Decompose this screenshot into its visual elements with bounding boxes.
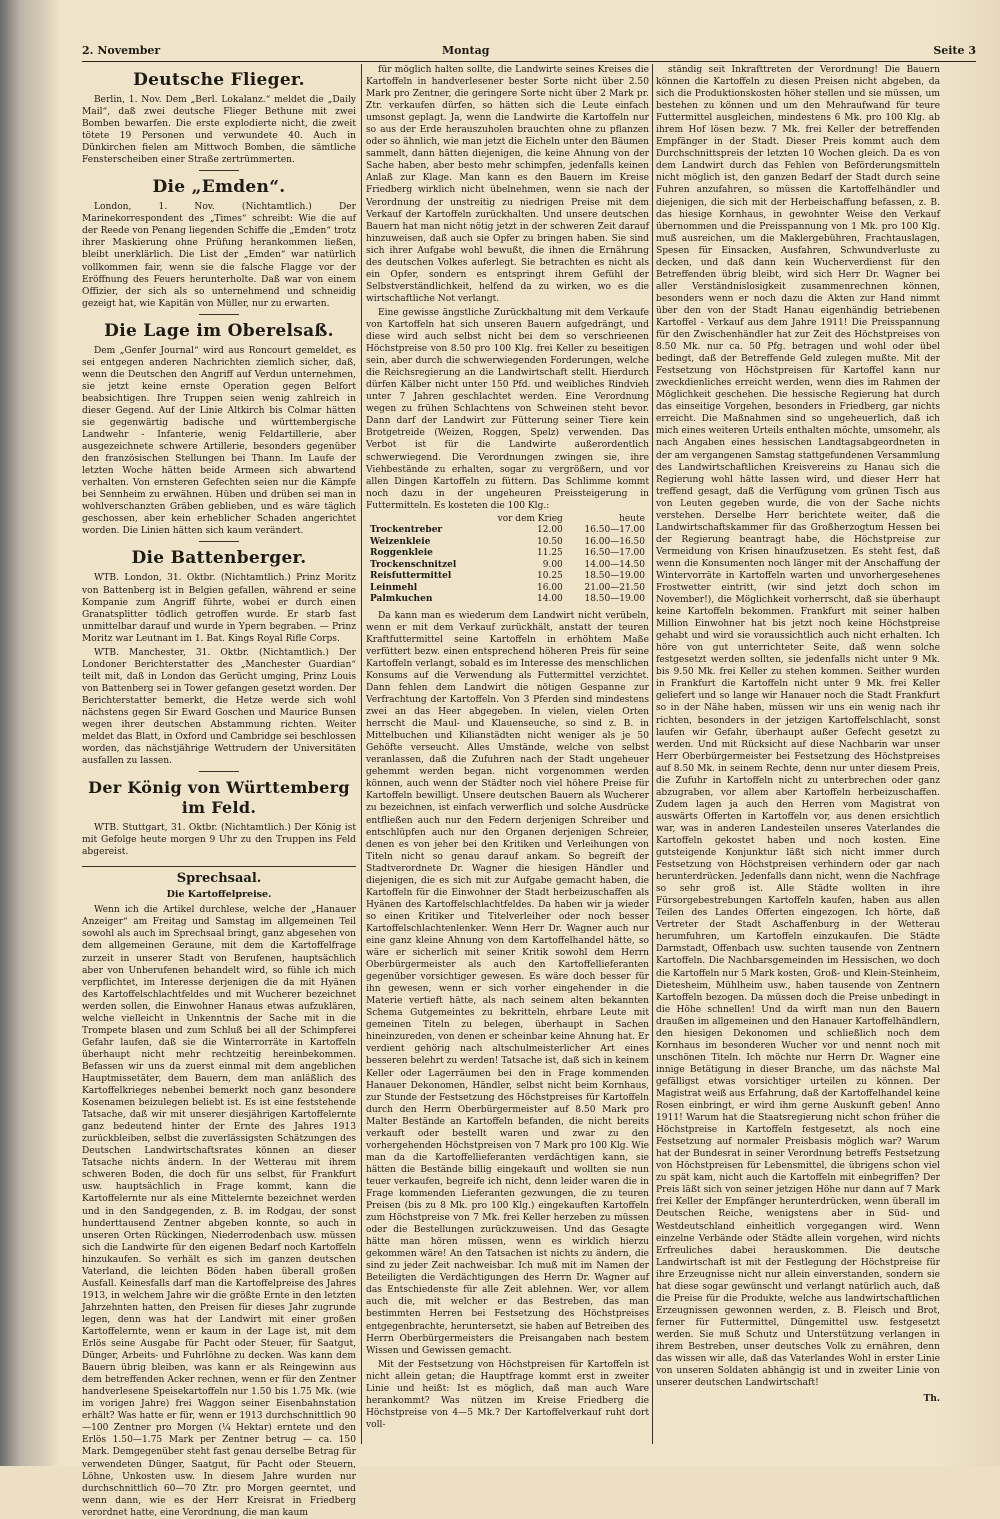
header-rule xyxy=(82,61,976,62)
column-rule xyxy=(652,64,653,1444)
headline-oberelsass: Die Lage im Oberelsaß. xyxy=(104,320,334,341)
author-signoff: Th. xyxy=(923,1393,940,1405)
column-3 xyxy=(656,64,940,1444)
table-header-cell: heute xyxy=(619,513,645,524)
running-head-page: Seite 3 xyxy=(933,44,976,57)
table-cell: 16.00 xyxy=(537,582,563,593)
table-cell: 10.50 xyxy=(537,536,563,547)
table-header-cell xyxy=(366,514,479,526)
table-cell: 12.00 xyxy=(537,525,563,536)
table-cell: Leinmehl xyxy=(370,582,418,593)
table-cell: 10.25 xyxy=(537,571,563,582)
table-cell: Roggenkleie xyxy=(370,548,433,559)
article-kartoffelpreise-part-5: Mit der Festsetzung von Höchstpreisen für Kartoffeln ist nicht allein getan; die Hauptfrage kommt erst in zweiter Linie und heißt: Ist es möglich, daß man auch Ware herankommt? Was nützen im Kreise Friedberg die Höchstpreise von 4—5 Mk.? Der Kartoffelverkauf ruht dort voll- xyxy=(366,1359,649,1430)
table-cell: 14.00 xyxy=(537,594,563,605)
table-row xyxy=(366,571,649,583)
table-cell: 16.00—16.50 xyxy=(584,536,645,547)
section-sprechsaal: Sprechsaal. xyxy=(82,866,356,887)
divider xyxy=(199,541,239,542)
table-cell: 11.25 xyxy=(537,548,563,559)
divider xyxy=(199,771,239,772)
headline-koenig: Der König von Württemberg im Feld. xyxy=(88,778,350,818)
divider xyxy=(199,170,239,171)
article-kartoffelpreise-part-6: ständig seit Inkrafttreten der Verordnung! Die Bauern können die Kartoffeln zu diesen Preisen nicht abgeben, da sich die Produktionskosten höher stellen und sie müssen, um bestehen zu können und um den Mehraufwand für teure Futtermittel ausgleichen, mindestens 6 Mk. pro 100 Klg. ab ihrem Hof lösen bezw. 7 Mk. frei Keller der betreffenden Empfänger in der Stadt. Dieser Preis kommt auch dem Durchschnittspreis der letzten 10 Wochen gleich. Da es von dem Landwirt durch das Fehlen von Beförderungsmitteln nicht möglich ist, den ganzen Bedarf der Stadt durch seine Fuhren anzufahren, so müssen die Kartoffelhändler und diejenigen, die sich mit der Herbeischaffung befassen, z. B. das hiesige Kornhaus, in gewohnter Weise den Verkauf übernommen und die Preisspannung von 1 Mk. pro 100 Klg. muß ausreichen, um die Maklergebühren, Frachtauslagen, Spesen für Einsacken, Ausfahren, Schwundverluste zu decken, und daß dann kein Wucherverdienst für den Betreffenden übrig bleibt, wird sich Herr Dr. Wagner bei aller Verständnislosigkeit zusammenrechnen können, besonders wenn er noch dazu die Akten zur Hand nimmt über den von der Stadt Hanau eigenhändig betriebenen Kartoffel - Verkauf aus dem Jahre 1911! Die Preisspannung für den Zwischenhändler hat zur Zeit des Höchstpreises von 8.50 Mk. nur ca. 50 Pfg. betragen und wohl oder übel bedingt, daß der Betreffende Geld zulegen mußte. Mit der Festsetzung von Höchstpreisen für Kartoffel kann nur zweckdienliches erreicht werden, wenn dies im Rahmen der Möglichkeit geschehen. Die hessische Regierung hat durch das einseitige Vorgehen, besonders in Friedberg, gar nichts erreicht. Die Maßnahmen sind so ungeheuerlich, daß ich mich eines weiteren Urteils enthalten möchte, umsomehr, als nach Angaben eines hessischen Landtagsabgeordneten in der am vergangenen Samstag stattgefundenen Versammlung des Landwirtschaftlichen Kreisvereins zu Hanau sich die Regierung wohl hätte lassen wird, und dieser Herr hat treffend gesagt, daß die Verfügung vom grünen Tisch aus von Leuten gegeben wurde, die von der Sache nichts verstehen. Derselbe Herr berichtete weiter, daß die Landwirtschaftskammer für das Großherzogtum Hessen bei der Regierung beantragt habe, die Höchstpreise zur Vermeidung von Krisen hinaufzusetzen. Es steht fest, daß wenn die Konsumenten noch länger mit der Anschaffung der Wintervorräte in Kartoffeln warten und unvorhergesehenes Frostwetter eintritt, (wir sind jetzt doch schon im November!), die Möglichkeit vorherrscht, daß sie überhaupt keine Kartoffeln bekommen. Frankfurt mit seiner halben Million Einwohner hat bis jetzt noch keine Höchstpreise gehabt und wird sie voraussichtlich auch nicht erhalten. Ich höre von gut unterrichteter Seite, daß wenn solche festgesetzt werden sollten, sie jedenfalls nicht unter 9 Mk. bis 9.50 Mk. frei Keller zu stehen kommen. Seither wurden in Frankfurt die Kartoffeln nicht unter 9 Mk. frei Keller geliefert und so lange wir Hanauer noch die Stadt Frankfurt so in der Nähe haben, müssen wir uns ein wenig nach ihr richten, besonders in der jetzigen Kartoffelschlacht, sonst laufen wir Gefahr, überhaupt außer Gefecht gesetzt zu werden. Und mit Rücksicht auf diese Nachbarin war unser Herr Oberbürgermeister bei Festsetzung des Höchstpreises auf 8.50 Mk. in seinem Rechte, denn nur unter diesem Preis, die Zufuhr in Kartoffeln nicht zu unterbrechen oder ganz abzugraben, vor allem aber Kartoffeln herbeizuschaffen. Zudem lagen ja auch den Herren vom Magistrat von auswärts Offerten in Kartoffeln vor, aus denen ersichtlich war, was in anderen Landesteilen unseres Vaterlandes die Kartoffeln gekostet haben und noch kosten. Eine gutsteigende Konjunktur läßt sich nicht immer durch Festsetzung von Höchstpreisen verhindern oder gar nach herunterdrücken. Jedenfalls dann nicht, wenn die Nachfrage so sehr groß ist. Alle Städte wollten in ihre Fürsorgebestrebungen Kartoffeln kaufen, haben aus allen Teilen des Landes Offerten eingezogen. Ich hörte, daß Vertreter der Stadt Aschaffenburg in der Wetterau herumfuhren, um Kartoffeln einzukaufen. Die Städte Darmstadt, Offenbach usw. suchten tausende von Zentnern Kartoffeln. Die Nachbarsgemeinden im Hessischen, wo doch die Kartoffeln nur 5 Mark kosten, Groß- und Klein-Steinheim, Dietesheim, Mühlheim usw., haben tausende von Zentnern Kartoffeln bezogen. Da müssen doch die Preise unbedingt in die Höhe schnellen! Und da wirft man nun den Bauern draußen im allgemeinen und den Hanauer Kartoffelhändlern, den hiesigen Dekonomen und schließlich noch dem Kornhaus im besonderen Wucher vor und nennt noch mit unschönen Titeln. Ich möchte nur Herrn Dr. Wagner eine innige Betätigung in dieser Branche, um das nächste Mal gefälligst etwas vorsichtiger urteilen zu können. Der Magistrat weiß aus Erfahrung, daß der Kartoffelhandel keine Rosen einbringt, er wird ihm gerne Auskunft geben! Anno 1911! Warum hat die Staatsregierung nicht schon früher die Höchstpreise in Kartoffeln festgesetzt, als noch eine Festsetzung auf normaler Preisbasis möglich war? Warum hat der Bundesrat in seiner Verordnung betreffs Festsetzung von Höchstpreisen für Lebensmittel, die übrigens schon viel zu spät kam, nicht auch die Kartoffeln mit einbegriffen? Der Preis läßt sich von seiner jetzigen Höhe nur dann auf 7 Mark frei Keller der Empfänger herunterdrücken, wenn überall im Deutschen Reiche, wenigstens aber in Süd- und Westdeutschland einheitlich vorgegangen wird. Wenn einzelne Verbände oder Städte allein vorgehen, wird nichts Erfreuliches dabei herauskommen. Die deutsche Landwirtschaft ist mit der Festlegung der Höchstpreise für ihre Erzeugnisse nicht nur allein einverstanden, sondern sie hat diese sogar gewünscht und verlangt natürlich auch, daß die Preise für die Produkte, welche aus landwirtschaftlichen Erzeugnissen gewonnen werden, z. B. Fleisch und Brot, ferner für Futtermittel, Düngemittel usw. festgesetzt werden. Sie muß Schutz und Unterstützung verlangen in ihrem Bestreben, unser deutsches Volk zu ernähren, denn das wissen wir alle, daß das Vaterlandes Wohl in erster Linie von unseren Soldaten abhängig ist und in zweiter Linie von unserer deutschen Landwirtschaft! xyxy=(656,65,940,1389)
table-row xyxy=(366,594,649,606)
column-2 xyxy=(366,64,649,1444)
headline-kartoffelpreise: Die Kartoffelpreise. xyxy=(166,889,272,901)
table-cell: Trockenschnitzel xyxy=(370,559,457,570)
headline-emden: Die „Emden“. xyxy=(152,177,286,198)
column-1 xyxy=(82,64,356,1518)
table-cell: Weizenkleie xyxy=(370,536,431,547)
table-cell: 14.00—14.50 xyxy=(584,559,645,570)
headline-battenberger: Die Battenberger. xyxy=(131,548,307,569)
article-battenberger-2: WTB. Manchester, 31. Oktbr. (Nichtamtlich.) Der Londoner Berichterstatter des „Manchester Guardian“ teilt mit, daß in London das Gerücht umging, Prinz Louis von Battenberg sei in Tower gefangen gesetzt worden. Der Berichterstatter bemerkt, die Hetze werde sich wohl nächstens gegen Sir Eward Goschen und Maurice Bunsen wegen ihrer deutschen Abstammung richten. Weiter meldet das Blatt, in Oxford und Cambridge sei beschlossen worden, das nächstjährige Wettrudern der Universitäten ausfallen zu lassen. xyxy=(82,647,356,767)
running-head xyxy=(82,44,976,60)
table-row xyxy=(366,583,649,595)
table-cell: 16.50—17.00 xyxy=(584,525,645,536)
table-cell: 18.50—19.00 xyxy=(584,571,645,582)
table-header-row xyxy=(366,514,649,526)
table-cell: 9.00 xyxy=(542,559,563,570)
table-row xyxy=(366,525,649,537)
headline-flieger: Deutsche Flieger. xyxy=(133,70,305,90)
article-battenberger-1: WTB. London, 31. Oktbr. (Nichtamtlich.) Prinz Moritz von Battenberg ist in Belgien gefallen, während er seine Kompanie zum Angriff führte, wobei er durch einen Granatsplitter tödlich getroffen wurde. Er starb fast unmittelbar darauf und wurde in Ypern begraben. — Prinz Moritz war Leutnant im 1. Bat. Kings Royal Rifle Corps. xyxy=(82,573,356,644)
table-cell: Reisfuttermittel xyxy=(370,571,452,582)
table-row xyxy=(366,548,649,560)
article-koenig: WTB. Stuttgart, 31. Oktbr. (Nichtamtlich.) Der König ist mit Gefolge heute morgen 9 Uhr zu den Truppen ins Feld abgereist. xyxy=(82,823,356,858)
running-head-day: Montag xyxy=(442,44,490,57)
article-kartoffelpreise-part-2: für möglich halten sollte, die Landwirte seines Kreises die Kartoffeln in handverlesener bester Sorte nicht über 2.50 Mark pro Zentner, die geringere Sorte nicht über 2 Mark pr. Ztr. verkaufen dürfen, so hätten sich die Leute einfach umsonst geplagt. Ja, wenn die Landwirte die Kartoffeln nur so aus der Erde herauszuholen brauchten ohne zu pflanzen oder so ähnlich, wie man jetzt die Eicheln unter den Bäumen sammelt, dann hätten diejenigen, die keine Ahnung von der Sache haben, aber besto mehr schimpfen, jedenfalls keinen Anlaß zur Klage. Man kann es den Bauern im Kreise Friedberg wirklich nicht übelnehmen, wenn sie nach der Verordnung der unstreitig zu niedrigen Preise mit dem Verkauf der Kartoffeln zurückhalten. Und unsere deutschen Bauern hat man nicht nötig jetzt in der schweren Zeit darauf hinzuweisen, daß auch sie Opfer zu bringen haben. Sie sind sich ihrer Aufgabe wohl bewußt, die ihnen die Ernährung des deutschen Volkes auferlegt. Sie betrachten es nicht als ein Opfer, sondern es entspringt ihrem Gefühl der Selbstverständlichkeit, helfend da zu wirken, wo es die wirtschaftliche Not verlangt. xyxy=(366,65,649,304)
running-head-date: 2. November xyxy=(82,44,161,57)
article-flieger: Berlin, 1. Nov. Dem „Berl. Lokalanz.“ meldet die „Daily Mail“, daß zwei deutsche Flieger Bethune mit zwei Bomben bewarfen. Die erste explodierte nicht, die zweit tötete 19 Personen und verwundete 40. Auch in Dünkirchen fielen am Mittwoch Bomben, die sämtliche Fensterscheiben einer Straße zertrümmerten. xyxy=(82,95,356,166)
table-header-cell: vor dem Krieg xyxy=(497,513,563,524)
feed-price-table xyxy=(366,514,649,606)
scan-margin xyxy=(0,0,60,1466)
table-cell: 18.50—19.00 xyxy=(584,594,645,605)
column-rule xyxy=(361,64,362,1444)
table-cell: Palmkuchen xyxy=(370,594,433,605)
table-cell: 21.00—21.50 xyxy=(584,582,645,593)
article-oberelsass: Dem „Genfer Journal“ wird aus Roncourt gemeldet, es sei entgegen anderen Nachrichten ziemlich sicher, daß, wenn die Deutschen den Angriff auf Verdun unternehmen, sie jetzt keine ernste Operation gegen Belfort beabsichtigen. Ihre Truppen seien wenig zahlreich in dieser Gegend. Auf der Linie Altkirch bis Colmar hätten sie gegenwärtig badische und württembergische Landwehr - Infanterie, wenig Feldartillerie, aber ausgezeichnete schwere Artillerie, besonders gegenüber den französischen Stellungen bei Thann. Im Laufe der letzten Woche hätten beide Armeen sich abwartend verhalten. Von ernsteren Gefechten seien nur die Kämpfe bei Sennheim zu erwähnen. Hüben und drüben sei man in wohlverschanzten Gräben geblieben, und es wäre täglich geschossen, aber kein erheblicher Schaden angerichtet worden. Die Linien hätten sich kaum verändert. xyxy=(82,345,356,537)
divider xyxy=(199,314,239,315)
table-cell: Trockentreber xyxy=(370,525,443,536)
article-kartoffelpreise-part-4: Da kann man es wiederum dem Landwirt nicht verübeln, wenn er mit dem Verkauf zurückhält, anstatt der teuren Kraftfuttermittel seine Kartoffeln in erhöhtem Maße verfüttert bezw. einen entsprechend höheren Preis für seine Kartoffeln verlangt, sobald es im Interesse des menschlichen Konsums auf die Verwendung als Futtermittel verzichtet. Dann fehlen dem Landwirt die nötigen Gespanne zur Verfrachtung der Kartoffeln. Von 3 Pferden sind mindestens zwei an das Heer abgegeben. In vielen, vielen Orten herrscht die Maul- und Klauenseuche, so sind z. B. in Mittelbuchen und Kilianstädten nicht weniger als je 50 Gehöfte verseucht. Alles Umstände, welche von selbst veranlassen, daß die Zufuhren nach der Stadt ungeheuer gehemmt werden began. nicht vorgenommen werden können, auch wenn der Städter noch viel höhere Preise für Kartoffeln bewilligt. Unsere deutschen Bauern als Wucherer zu bezeichnen, ist einfach verwerflich und solche Ausdrücke entfließen auch nur den Federn derjenigen Schreiber und entschlüpfen auch nur den Organen derjenigen Schreier, denen es von jeher bei den Kritiken und Verleihungen von Titeln nicht so genau darauf ankam. So begreift der Stadtverordnete Dr. Wagner die hiesigen Händler und diejenigen, die es sich mit zur Aufgabe gemacht haben, die Kartoffeln für die Einwohner der Stadt herbeizuschaffen als Hyänen des Kartoffelschlachtfeldes. Da haben wir ja wieder so einen Kritiker und Titelverleiher oder noch besser Kartoffelschlachtenlenker. Wenn Herr Dr. Wagner auch nur eine ganz kleine Ahnung von dem Kartoffelhandel hätte, so wäre er sicherlich mit seiner Kritik sowohl dem Herrn Oberbürgermeister als auch den Kartoffellieferanten gegenüber vorsichtiger gewesen. Es wäre doch besser für ihn gewesen, wenn er sich vorher eingehender in die Materie vertieft hätte, als nach seinem alten bekannten Schema Gutgemeintes zu bekritteln, ehrbare Leute mit gemeinen Titeln zu belegen, überhaupt in Sachen hineinzureden, von denen er scheinbar keine Ahnung hat. Er verdient gehörig nach altschulmeisterlicher Art eines besseren belehrt zu werden! Tatsache ist, daß sich in keinem Keller oder Lagerräumen bei den in Frage kommenden Hanauer Dekonomen, Händler, selbst nicht beim Kornhaus, zur Stunde der Festsetzung des Höchstpreises für Kartoffeln durch den Herrn Oberbürgermeister auf 8.50 Mark pro Malter Bestände an Kartoffeln befanden, die nicht bereits verkauft oder bestellt waren und zwar zu den vorhergehenden Höchstpreisen von 7 Mark pro 100 Klg. Wie man da die Kartoffellieferanten verdächtigen kann, sie hätten die Bestände billig eingekauft und wollten sie nun teuer verkaufen, begreife ich nicht, denn leider waren die in Frage kommenden Lieferanten gezwungen, die zu teuren Preisen (bis zu 8 Mk. pro 100 Klg.) eingekauften Kartoffeln zum Höchstpreise von 7 Mk. frei Keller herzeben zu müssen oder die Bestellungen zurückzuweisen. Und das Gesagte hätte man hören müssen, wenn es wirklich hierzu gekommen wäre! An den Tatsachen ist nichts zu ändern, die sind zu jeder Zeit nachweisbar. Ich muß mit im Namen der Beteiligten die Verdächtigungen des Herrn Dr. Wagner auf das Entschiedenste für alle Zeit ablehnen. Wer, vor allem auch die, mit welcher er das Bestreben, das man bestimmten Herren bei Festsetzung des Höchstpreises entgegenbrachte, heruntersetzt, sie haben auf Betreiben des Herrn Oberbürgermeisters die Preisangaben nach bestem Wissen und Gewissen gemacht. xyxy=(366,610,649,1356)
table-row xyxy=(366,560,649,572)
table-cell: 16.50—17.00 xyxy=(584,548,645,559)
table-row xyxy=(366,537,649,549)
article-emden: London, 1. Nov. (Nichtamtlich.) Der Marinekorrespondent des „Times“ schreibt: Wie die auf der Reede von Penang liegenden Schiffe die „Emden“ trotz ihrer Maskierung ohne Prüfung herankommen ließen, bleibt unerklärlich. Die List der „Emden“ war natürlich vollkommen fair, wenn sie die falsche Flagge vor der Eröffnung des Feuers herunterholte. Daß war von einem Offizier, der sich als so unternehmend und schneidig gezeigt hat, wie Kapitän von Müller, nur zu erwarten. xyxy=(82,202,356,309)
article-kartoffelpreise-part-1: Wenn ich die Artikel durchlese, welche der „Hanauer Anzeiger“ am Freitag und Samstag im allgemeinen Teil sowohl als auch im Sprechsaal bringt, ganz abgesehen von dem allgemeinen Geraune, mit dem die Kartoffelfrage zurzeit in unserer Stadt von Berufenen, hauptsächlich aber von Unberufenen behandelt wird, so fühle ich mich verpflichtet, im Interesse derjenigen die da mit Hyänen des Kartoffelschlachtfeldes und mit Wucherer bezeichnet werden sollen, die Einwohner Hanaus etwas aufzuklären, welche vielleicht in Unkenntnis der Sache mit in die Trompete blasen und zum Schluß bei all der Schimpferei Gefahr laufen, daß sie die Winterrorräte in Kartoffeln überhaupt nicht mehr rechtzeitig hereinbekommen. Befassen wir uns da zuerst einmal mit dem angeblichen Hauptmissetäter, dem Bauern, dem man anläßlich des Kartoffelkrieges nebenbei bemerkt noch ganz besondere Kosenamen beizulegen beliebt ist. Es ist eine feststehende Tatsache, daß wir mit unserer diesjährigen Kartoffelernte ganz bedeutend hinter der Ernte des Jahres 1913 zurückbleiben, selbst die zuverlässigsten Schätzungen des Deutschen Landwirtschaftsrates können an dieser Tatsache nichts ändern. In der Wetterau mit ihrem schweren Boden, die doch für uns selbst, für Frankfurt usw. hauptsächlich in Frage kommt, kann die Kartoffelernte nur als eine Mittelernte bezeichnet werden und in den Sandgegenden, z. B. im Rodgau, der sonst hunderttausend Zentner abgeben konnte, so auch in unseren Orten Rückingen, Niederrodenbach usw. müssen sich die Landwirte für den eigenen Bedarf noch Kartoffeln hinzukaufen. So verhält es sich im ganzen deutschen Vaterland, die leichten Böden haben überall großen Ausfall. Keinesfalls darf man die Kartoffelpreise des Jahres 1913, in welchem Jahre wir die größte Ernte in den letzten Jahrzehnten hatten, den Preisen für dieses Jahr zugrunde legen, denn was hat der Landwirt mit einer großen Kartoffelernte, wenn er kaum in der Lage ist, mit dem Erlös seine Ausgabe für Pacht oder Steuer, für Saatgut, Dünger, Arbeits- und Fuhrlöhne zu decken. Was kann dem Bauern übrig bleiben, was kann er als Reingewinn aus dem betreffenden Acker rechnen, wenn er für den Zentner handverlesene Speisekartoffeln nur 1.50 bis 1.75 Mk. (wie im vorigen Jahre) frei Waggon seiner Eisenbahnstation erhält? Was hatte er für, wenn er 1913 durchschnittlich 90—100 Zentner pro Morgen (¼ Hektar) erntete und den Erlös 1.50—1.75 Mark per Zentner betrug — ca. 150 Mark. Demgegenüber steht fast genau derselbe Betrag für verwendeten Dünger, Saatgut, für Pacht oder Steuern, Löhne, Unkosten usw. In diesem Jahre wurden nur durchschnittlich 60—70 Ztr. pro Morgen geerntet, und wenn dann, wie es der Herr Kreisrat in Friedberg verordnet hatte, eine Verordnung, die man kaum xyxy=(82,905,356,1518)
article-kartoffelpreise-part-3: Eine gewisse ängstliche Zurückhaltung mit dem Verkaufe von Kartoffeln hat sich unseren Bauern aufgedrängt, und diese wird auch selbst nicht bei dem so verschrieenen Höchstpreise von 8.50 pro 100 Klg. frei Keller zu beseitigen sein, aber durch die schwerwiegenden Forderungen, welche die Reichsregierung an die Landwirtschaft stellt. Hierdurch dürfen Kälber nicht unter 150 Pfd. und weibliches Rindvieh unter 7 Jahren geschlachtet werden. Eine Verordnung wegen zu frühen Schlachtens von Schweinen steht bevor. Dann darf der Landwirt zur Fütterung seiner Tiere kein Brotgetreide (Weizen, Roggen, Spelz) verwenden. Das Verbot ist für die Landwirte außerordentlich schwerwiegend. Die Verordnungen zwingen sie, ihre Viehbestände zu erhalten, sogar zu vergrößern, und vor allen Dingen Kartoffeln zu füttern. Das Schlimme kommt noch dazu in der ungeheuren Preissteigerung in Futtermitteln. Es kosteten die 100 Klg.: xyxy=(366,307,649,511)
